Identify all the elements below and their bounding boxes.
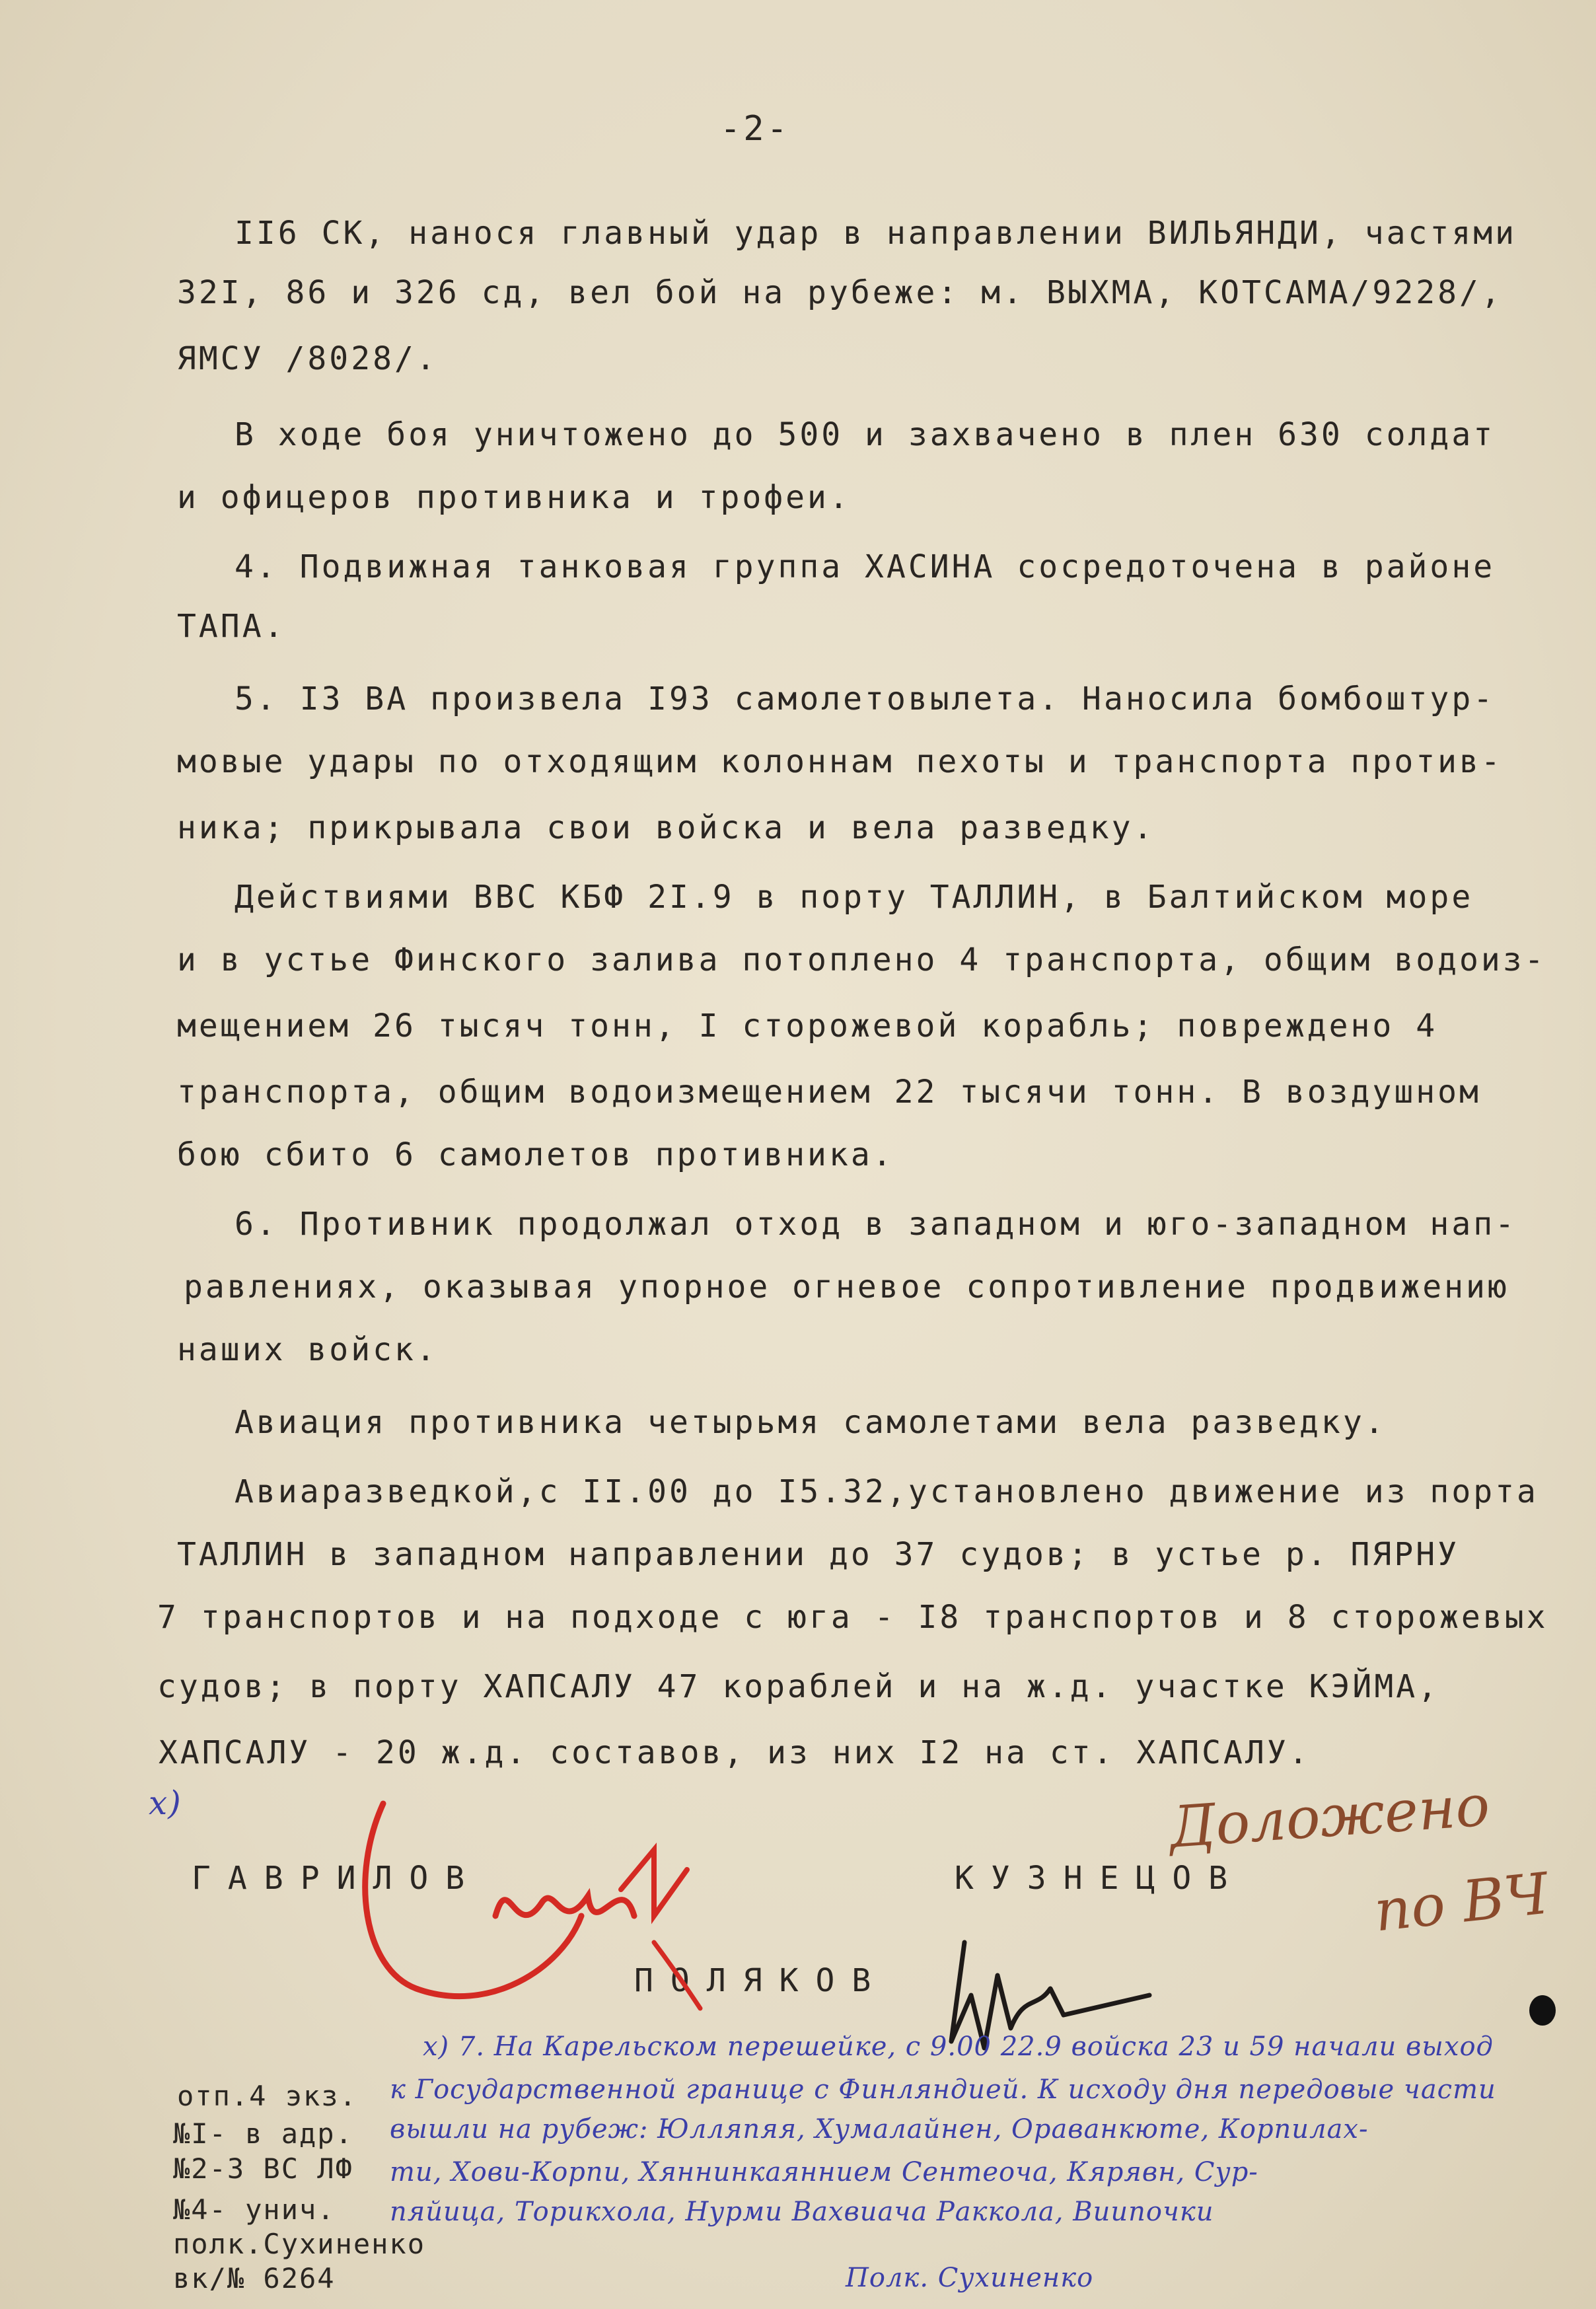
body-line: ника; прикрывала свои войска и вела разведку. [177,809,1155,846]
body-line: ЯМСУ /8028/. [177,340,438,377]
body-line: ТАПА. [177,608,286,645]
body-line: мовые удары по отходящим колоннам пехоты и транспорта против- [177,743,1503,780]
body-line: мещением 26 тысяч тонн, I сторожевой корабль; повреждено 4 [177,1008,1438,1045]
body-line: ТАЛЛИН в западном направлении до 37 судов; в устье р. ПЯРНУ [177,1536,1460,1573]
body-line: 6. Противник продолжал отход в западном и юго-западном нап- [235,1206,1517,1243]
handwritten-note-line: ти, Хови-Корпи, Хяннинкаяннием Сентеоча, Кярявн, Сур- [390,2157,1258,2187]
body-line: и в устье Финского залива потоплено 4 транспорта, общим водоиз- [177,941,1546,978]
distribution-line: отп.4 экз. [177,2080,357,2112]
handwritten-note-line: пяйица, Торикхола, Нурми Вахвиача Раккола, Виипочки [390,2197,1214,2227]
body-line: II6 СК, нанося главный удар в направлении ВИЛЬЯНДИ, частями [235,215,1517,252]
body-line: ХАПСАЛУ - 20 ж.д. составов, из них I2 на ст. ХАПСАЛУ. [159,1734,1311,1771]
body-line: наших войск. [177,1331,438,1368]
black-signature [925,1916,1163,2088]
handwritten-colonel-signature: Полк. Сухиненко [846,2263,1094,2293]
body-line: 32I, 86 и 326 сд, вел бой на рубеже: м. ВЫХМА, КОТСАМА/9228/, [177,274,1503,311]
distribution-line: полк.Сухиненко [173,2228,426,2260]
body-line: и офицеров противника и трофеи. [177,479,851,516]
body-line: Авиация противника четырьмя самолетами вела разведку. [235,1404,1387,1441]
ink-blot [1529,1995,1556,2026]
body-line: судов; в порту ХАПСАЛУ 47 кораблей и на ж.д. участке КЭЙМА, [157,1668,1440,1705]
red-signature [344,1771,806,2048]
distribution-line: №I- в адр. [173,2117,353,2150]
body-line: 7 транспортов и на подходе с юга - I8 транспортов и 8 сторожевых [157,1599,1548,1636]
handwritten-note-line: к Государственной границе с Финляндией. К исходу дня передовые части [390,2074,1496,2105]
insertion-mark: x) [149,1784,182,1822]
signatory-kuznetsov: КУЗНЕЦОВ [955,1860,1245,1897]
body-line: 5. I3 ВА произвела I93 самолетовылета. Наносила бомбоштур- [235,680,1496,717]
body-line: транспорта, общим водоизмещением 22 тысячи тонн. В воздушном [177,1074,1481,1111]
body-line: Авиаразведкой,с II.00 до I5.32,установлено движение из порта [235,1473,1539,1510]
body-line: равлениях, оказывая упорное огневое сопротивление продвижению [184,1268,1509,1305]
reported-note-line2: по ВЧ [1371,1860,1552,1945]
body-line: Действиями ВВС КБФ 2I.9 в порту ТАЛЛИН, в Балтийском море [235,879,1474,916]
reported-note-line1: Доложено [1167,1773,1492,1861]
handwritten-note-line: x) 7. На Карельском перешейке, с 9.00 22.9 войска 23 и 59 начали выход [423,2032,1494,2062]
body-line: 4. Подвижная танковая группа ХАСИНА сосредоточена в районе [235,548,1496,585]
signatory-polyakov: ПОЛЯКОВ [634,1962,889,1999]
body-line: бою сбито 6 самолетов противника. [177,1136,894,1173]
distribution-line: №4- унич. [173,2193,336,2226]
body-line: В ходе боя уничтожено до 500 и захвачено в плен 630 солдат [235,416,1496,453]
distribution-line: №2-3 ВС ЛФ [173,2152,353,2185]
page-number: -2- [720,109,790,149]
signatory-gavrilov: ГАВРИЛОВ [192,1860,482,1897]
distribution-line: вк/№ 6264 [173,2262,336,2294]
handwritten-note-line: вышли на рубеж: Юлляпяя, Хумалайнен, Ораванкюте, Корпилах- [390,2114,1369,2144]
